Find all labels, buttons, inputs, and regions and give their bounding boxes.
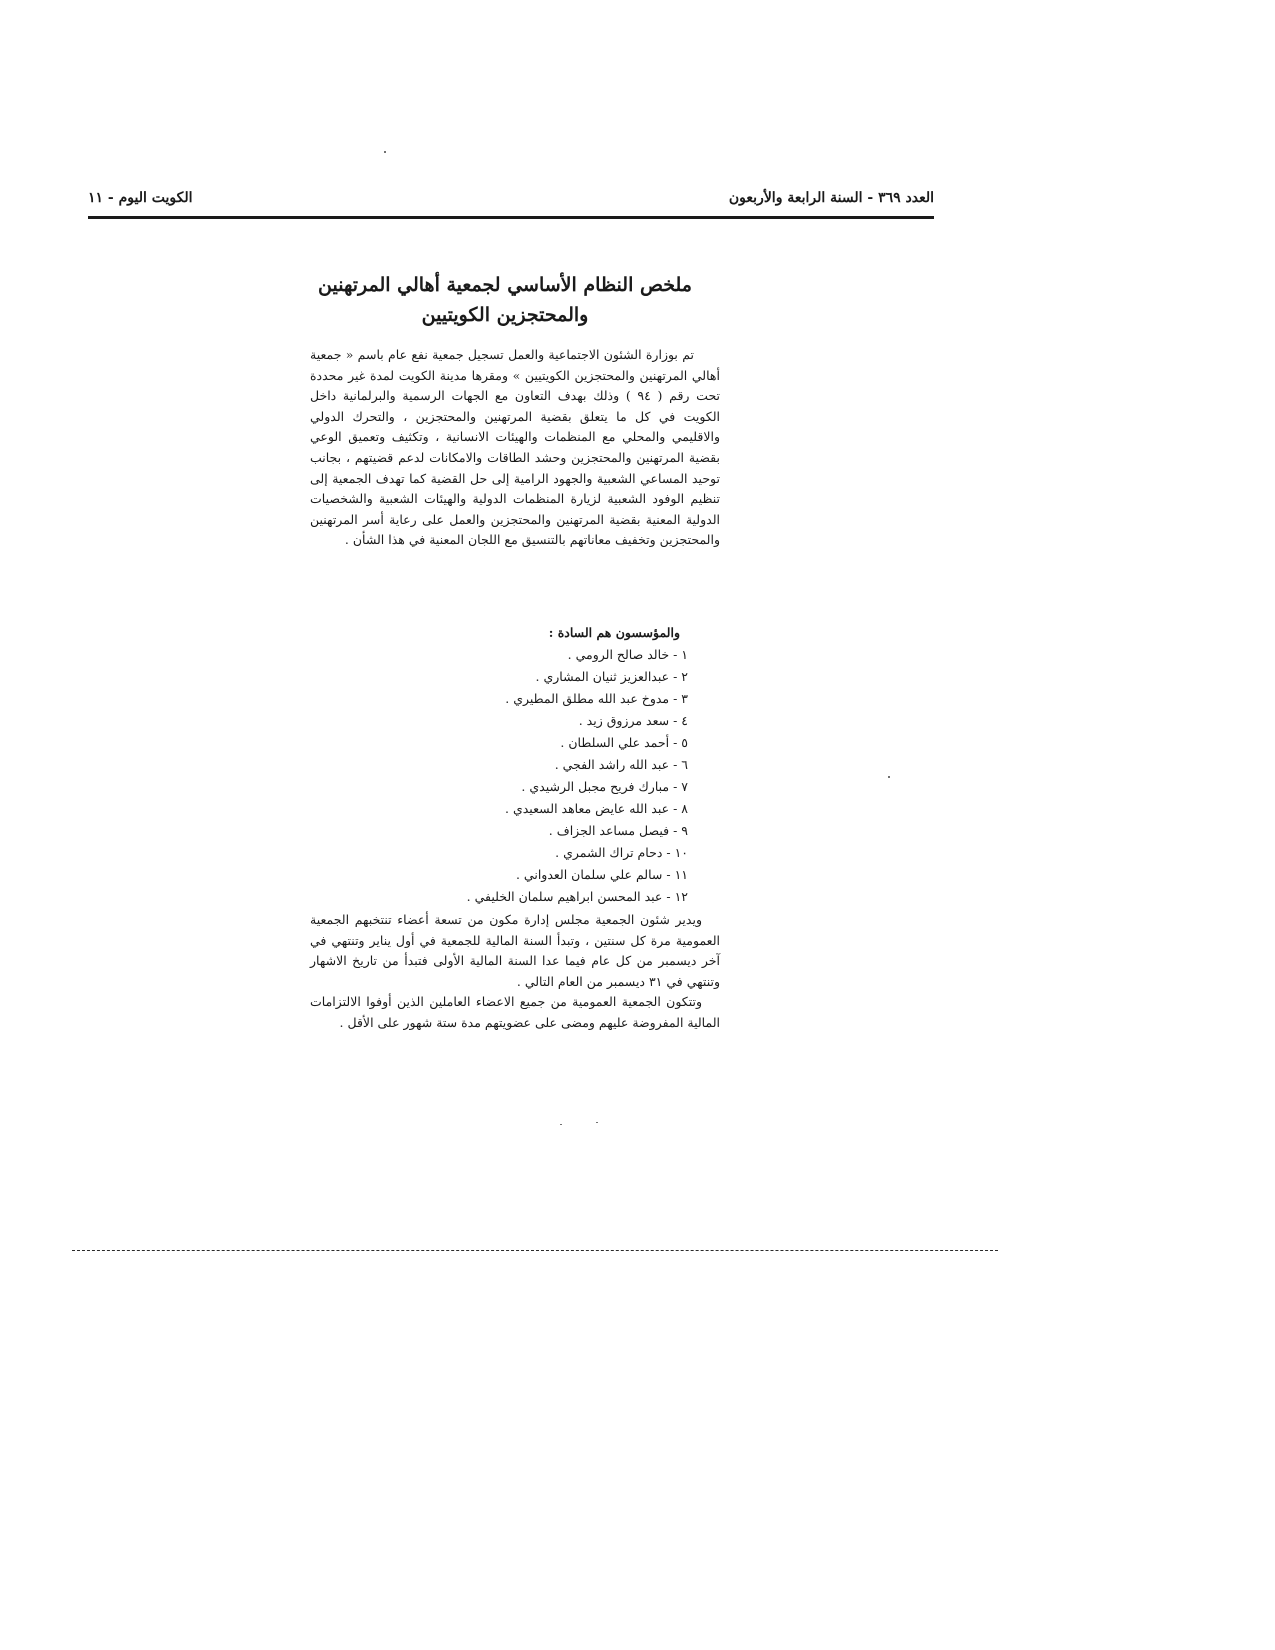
intro-paragraph: تم بوزارة الشئون الاجتماعية والعمل تسجيل جمعية نفع عام باسم « جمعية أهالي المرتهنين والمحتجزين الكويتيين » ومقرها مدينة الكويت لمدة غير محددة تحت رقم ( ٩٤ ) وذلك بهدف التعاون مع الجهات الرسمية والبرلمانية داخل الكويت في كل ما يتعلق بقضية المرتهنين والمحتجزين ، والتحرك الدولي والاقليمي والمحلي مع المنظمات والهيئات الانسانية ، وتكثيف وتعميق الوعي بقضية المرتهنين والمحتجزين وحشد الطاقات والامكانات لدعم قضيتهم ، بجانب توحيد المساعي الشعبية والجهود الرامية إلى حل القضية كما تهدف الجمعية إلى تنظيم الوفود الشعبية لزيارة المنظمات الدولية والهيئات الشعبية والشخصيات الدولية المعنية بقضية المرتهنين والمحتجزين والعمل على رعاية أسر المرتهنين والمحتجزين وتخفيف معاناتهم بالتنسيق مع اللجان المعنية في هذا الشأن . <box>310 347 720 548</box>
page-header <box>88 186 934 219</box>
general-assembly-paragraph: وتتكون الجمعية العمومية من جميع الاعضاء العاملين الذين أوفوا الالتزامات المالية المفروضة عليهم ومضى على عضويتهم مدة ستة شهور على الأقل . <box>310 994 720 1030</box>
list-item: ٩ - فيصل مساعد الجزاف . <box>548 823 688 838</box>
scan-speck <box>560 1124 562 1125</box>
list-item: ٨ - عبد الله عايض معاهد السعيدي . <box>505 801 688 816</box>
bottom-divider <box>72 1250 998 1251</box>
publication-page-number: الكويت اليوم - ١١ <box>88 190 193 206</box>
scan-speck <box>596 1122 598 1123</box>
founders-heading: والمؤسسون هم السادة : <box>548 625 680 640</box>
list-item: ٤ - سعد مرزوق زيد . <box>578 713 688 728</box>
list-item: ٥ - أحمد علي السلطان . <box>560 735 688 750</box>
list-item: ٢ - عبدالعزيز ثنيان المشاري . <box>535 669 688 684</box>
title-line-1: ملخص النظام الأساسي لجمعية أهالي المرتهنين <box>318 274 692 296</box>
list-item: ١ - خالد صالح الرومي . <box>567 647 688 662</box>
founders-list <box>420 644 688 908</box>
board-paragraph: ويدير شئون الجمعية مجلس إدارة مكون من تسعة أعضاء تنتخبهم الجمعية العمومية مرة كل سنتين ، وتبدأ السنة المالية للجمعية في أول يناير وتنتهي في آخر ديسمبر من كل عام فيما عدا السنة المالية الأولى فتبدأ من تاريخ الاشهار وتنتهي في ٣١ ديسمبر من العام التالي . <box>310 912 720 989</box>
document-title <box>300 270 710 330</box>
founders-section <box>420 622 688 908</box>
list-item: ١٠ - دحام تراك الشمري . <box>555 845 688 860</box>
list-item: ٧ - مبارك فريح مجبل الرشيدي . <box>521 779 688 794</box>
title-line-2: والمحتجزين الكويتيين <box>421 304 589 326</box>
list-item: ٣ - مدوخ عبد الله مطلق المطيري . <box>505 691 688 706</box>
issue-info: العدد ٣٦٩ - السنة الرابعة والأربعون <box>728 190 934 206</box>
closing-section <box>310 910 720 1034</box>
list-item: ٦ - عبد الله راشد الفجي . <box>554 757 688 772</box>
scan-speck <box>888 776 890 778</box>
list-item: ١٢ - عبد المحسن ابراهيم سلمان الخليفي . <box>466 889 688 904</box>
list-item: ١١ - سالم علي سلمان العدواني . <box>515 867 688 882</box>
scan-speck <box>384 151 386 153</box>
